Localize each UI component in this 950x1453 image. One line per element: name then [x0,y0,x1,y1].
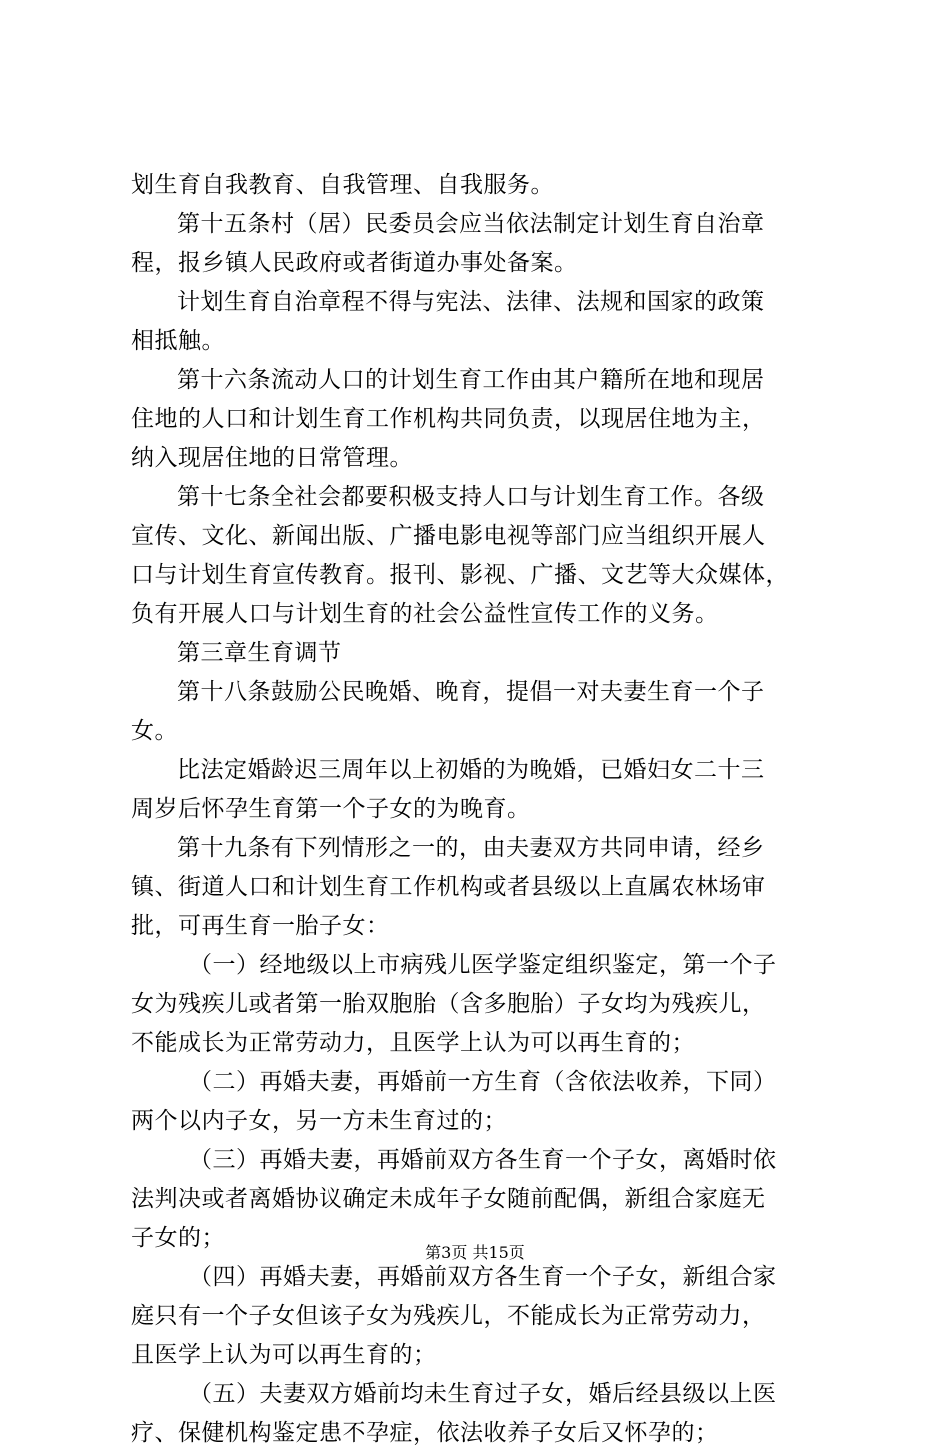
text-line: 第十七条全社会都要积极支持人口与计划生育工作。各级 [177,484,765,510]
text-line: 程，报乡镇人民政府或者街道办事处备案。 [131,250,578,276]
text-line: 法判决或者离婚协议确定未成年子女随前配偶，新组合家庭无 [131,1186,766,1212]
text-line: 负有开展人口与计划生育的社会公益性宣传工作的义务。 [131,601,719,627]
text-line: 疗、保健机构鉴定患不孕症，依法收养子女后又怀孕的； [131,1420,719,1446]
text-line: 镇、街道人口和计划生育工作机构或者县级以上直属农林场审 [131,874,766,900]
text-line: 子女的； [131,1225,225,1251]
text-line: 比法定婚龄迟三周年以上初婚的为晚婚，已婚妇女二十三 [177,757,765,783]
text-line: 第三章生育调节 [177,640,342,666]
text-line: （四）再婚夫妻，再婚前双方各生育一个子女，新组合家 [189,1264,777,1290]
text-line: （二）再婚夫妻，再婚前一方生育（含依法收养，下同） [189,1069,777,1095]
text-line: 第十九条有下列情形之一的，由夫妻双方共同申请，经乡 [177,835,765,861]
text-line: 相抵触。 [131,328,225,354]
text-line: 口与计划生育宣传教育。报刊、影视、广播、文艺等大众媒体， [131,562,789,588]
text-line: 庭只有一个子女但该子女为残疾儿，不能成长为正常劳动力， [131,1303,766,1329]
text-line: 不能成长为正常劳动力，且医学上认为可以再生育的； [131,1030,695,1056]
text-line: 第十五条村（居）民委员会应当依法制定计划生育自治章 [177,211,765,237]
text-line: 两个以内子女，另一方未生育过的； [131,1108,507,1134]
text-line: 宣传、文化、新闻出版、广播电影电视等部门应当组织开展人 [131,523,766,549]
text-line: 第十八条鼓励公民晚婚、晚育，提倡一对夫妻生育一个子 [177,679,765,705]
text-line: 女为残疾儿或者第一胎双胞胎（含多胞胎）子女均为残疾儿， [131,991,766,1017]
text-line: （一）经地级以上市病残儿医学鉴定组织鉴定，第一个子 [189,952,777,978]
text-line: 周岁后怀孕生育第一个子女的为晚育。 [131,796,531,822]
text-line: 第十六条流动人口的计划生育工作由其户籍所在地和现居 [177,367,765,393]
text-line: （五）夫妻双方婚前均未生育过子女，婚后经县级以上医 [189,1381,777,1407]
page-footer: 第3页 共15页 [425,1243,525,1262]
text-line: （三）再婚夫妻，再婚前双方各生育一个子女，离婚时依 [189,1147,777,1173]
text-line: 计划生育自治章程不得与宪法、法律、法规和国家的政策 [177,289,765,315]
text-line: 纳入现居住地的日常管理。 [131,445,413,471]
text-line: 划生育自我教育、自我管理、自我服务。 [131,172,554,198]
text-line: 女。 [131,718,178,744]
text-line: 且医学上认为可以再生育的； [131,1342,437,1368]
text-line: 住地的人口和计划生育工作机构共同负责，以现居住地为主， [131,406,766,432]
text-line: 批，可再生育一胎子女： [131,913,390,939]
